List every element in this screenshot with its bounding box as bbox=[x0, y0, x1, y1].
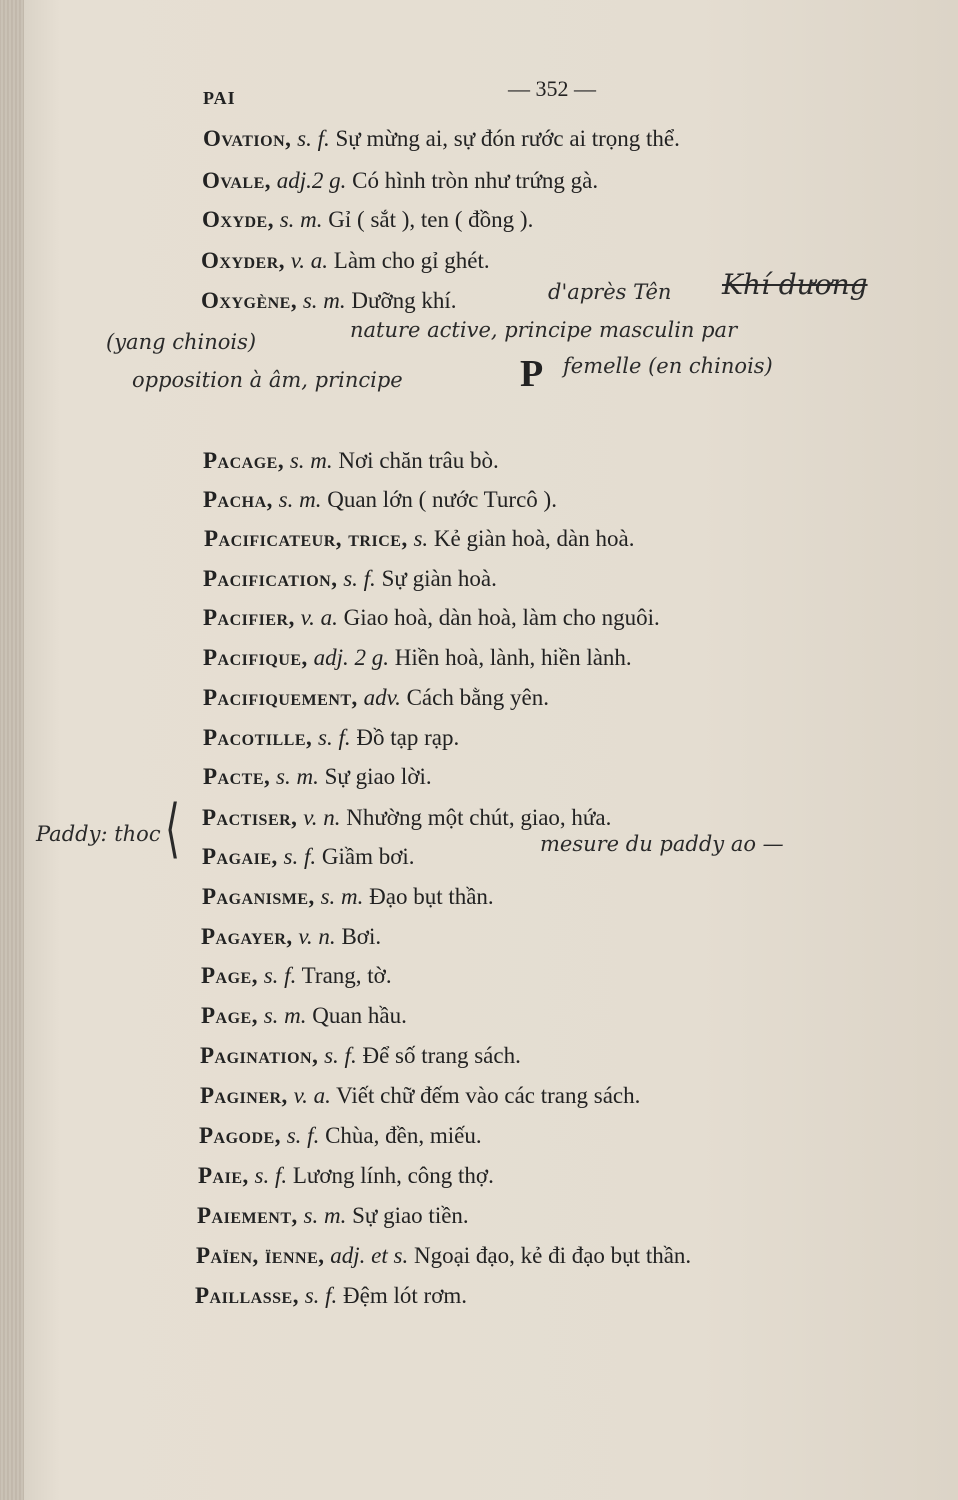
entry-headword: Ovation, bbox=[203, 126, 292, 151]
handwritten-note: mesure du paddy ao — bbox=[540, 832, 784, 856]
entry-definition: Trang, tờ. bbox=[301, 963, 392, 988]
entry-grammar: s. m. bbox=[279, 207, 323, 232]
entry-definition: Gỉ ( sắt ), ten ( đồng ). bbox=[328, 207, 534, 232]
entry-definition: Viết chữ đếm vào các trang sách. bbox=[336, 1083, 641, 1108]
entry-definition: Dưỡng khí. bbox=[351, 288, 457, 313]
entry-definition: Nơi chăn trâu bò. bbox=[338, 448, 499, 473]
entry-headword: Pacifiquement, bbox=[203, 685, 358, 710]
entry-grammar: s. m. bbox=[263, 1003, 307, 1028]
dictionary-entry bbox=[195, 1281, 467, 1311]
entry-definition: Kẻ giàn hoà, dàn hoà. bbox=[433, 526, 635, 551]
handwritten-note: (yang chinois) bbox=[106, 330, 257, 354]
book-gutter bbox=[0, 0, 24, 1500]
entry-grammar: v. a. bbox=[290, 248, 329, 273]
entry-headword: Oxygène, bbox=[201, 288, 298, 313]
entry-definition: Đạo bụt thần. bbox=[369, 884, 494, 909]
page-header bbox=[0, 68, 958, 108]
entry-headword: Pagode, bbox=[199, 1123, 281, 1148]
handwritten-note: d'après Tên bbox=[548, 280, 672, 304]
entry-headword: Pacha, bbox=[203, 487, 273, 512]
entry-grammar: s. m. bbox=[289, 448, 333, 473]
entry-definition: Sự giàn hoà. bbox=[381, 566, 497, 591]
dictionary-entry bbox=[202, 205, 533, 235]
entry-headword: Pacte, bbox=[203, 764, 271, 789]
dictionary-entry bbox=[197, 1201, 469, 1231]
entry-grammar: s. f. bbox=[304, 1283, 338, 1308]
dictionary-entry bbox=[203, 564, 497, 594]
dictionary-entry bbox=[198, 1161, 494, 1191]
entry-definition: Cách bằng yên. bbox=[406, 685, 550, 710]
dictionary-entry bbox=[201, 286, 457, 316]
entry-definition: Quan hầu. bbox=[312, 1003, 407, 1028]
dictionary-entry bbox=[201, 1001, 407, 1031]
entry-grammar: s. bbox=[413, 526, 429, 551]
dictionary-entry bbox=[203, 124, 680, 154]
dictionary-entry bbox=[203, 762, 432, 792]
entry-grammar: adj. et s. bbox=[330, 1243, 409, 1268]
entry-headword: Pacotille, bbox=[203, 725, 313, 750]
entry-definition: Làm cho gỉ ghét. bbox=[333, 248, 490, 273]
entry-headword: Ovale, bbox=[202, 168, 272, 193]
dictionary-entry bbox=[201, 246, 490, 276]
entry-headword: Oxyde, bbox=[202, 207, 274, 232]
entry-grammar: v. n. bbox=[298, 924, 336, 949]
handwritten-note: nature active, principe masculin par bbox=[350, 318, 738, 342]
entry-headword: Page, bbox=[201, 1003, 258, 1028]
dictionary-entry bbox=[196, 1241, 691, 1271]
entry-grammar: s. f. bbox=[324, 1043, 357, 1068]
entry-grammar: s. m. bbox=[320, 884, 364, 909]
dictionary-entry bbox=[202, 803, 611, 833]
dictionary-entry bbox=[202, 166, 598, 196]
entry-definition: Ngoại đạo, kẻ đi đạo bụt thần. bbox=[413, 1243, 692, 1268]
entry-headword: Pacifier, bbox=[203, 605, 295, 630]
handwritten-brace: ⟨ bbox=[164, 792, 180, 866]
entry-definition: Sự giao lời. bbox=[324, 764, 432, 789]
entry-definition: Sự giao tiền. bbox=[352, 1203, 469, 1228]
dictionary-entry bbox=[203, 603, 660, 633]
handwritten-khi-duong: Khí dương bbox=[722, 268, 868, 301]
handwritten-margin-note: Paddy: thoc bbox=[36, 822, 161, 846]
entry-grammar: s. m. bbox=[278, 487, 322, 512]
dictionary-entry bbox=[201, 961, 392, 991]
entry-grammar: s. f. bbox=[286, 1123, 320, 1148]
entry-grammar: v. n. bbox=[303, 805, 341, 830]
entry-headword: Pactiser, bbox=[202, 805, 298, 830]
entry-definition: Đồ tạp rạp. bbox=[356, 725, 460, 750]
entry-definition: Giầm bơi. bbox=[321, 844, 415, 869]
entry-headword: Païen, ïenne, bbox=[196, 1243, 325, 1268]
dictionary-entry bbox=[201, 922, 381, 952]
entry-definition: Bơi. bbox=[341, 924, 382, 949]
entry-definition: Lương lính, công thợ. bbox=[292, 1163, 494, 1188]
entry-grammar: s. f. bbox=[297, 126, 330, 151]
entry-grammar: adv. bbox=[363, 685, 401, 710]
entry-headword: Pagaie, bbox=[202, 844, 278, 869]
entry-definition: Quan lớn ( nước Turcô ). bbox=[327, 487, 557, 512]
dictionary-entry bbox=[203, 485, 557, 515]
entry-grammar: s. f. bbox=[343, 566, 376, 591]
entry-definition: Để số trang sách. bbox=[362, 1043, 521, 1068]
dictionary-entry bbox=[199, 1121, 482, 1151]
entry-headword: Pagayer, bbox=[201, 924, 293, 949]
dictionary-entry bbox=[202, 842, 415, 872]
entry-headword: Pacification, bbox=[203, 566, 338, 591]
entry-grammar: adj.2 g. bbox=[276, 168, 347, 193]
entry-headword: Paganisme, bbox=[202, 884, 315, 909]
entry-grammar: s. f. bbox=[263, 963, 297, 988]
dictionary-entry bbox=[203, 643, 632, 673]
dictionary-entry bbox=[204, 524, 634, 554]
dictionary-entry bbox=[203, 683, 549, 713]
dictionary-entry bbox=[202, 882, 494, 912]
entry-definition: Hiền hoà, lành, hiền lành. bbox=[394, 645, 632, 670]
entry-headword: Oxyder, bbox=[201, 248, 286, 273]
entry-headword: Paginer, bbox=[200, 1083, 288, 1108]
entry-definition: Chùa, đền, miếu. bbox=[325, 1123, 482, 1148]
entry-grammar: s. m. bbox=[276, 764, 319, 789]
entry-grammar: s. f. bbox=[283, 844, 317, 869]
entry-grammar: s. f. bbox=[254, 1163, 288, 1188]
entry-headword: Pacage, bbox=[203, 448, 285, 473]
handwritten-p: P bbox=[520, 353, 544, 395]
dictionary-entry bbox=[203, 723, 459, 753]
entry-headword: Page, bbox=[201, 963, 258, 988]
dictionary-entry bbox=[203, 446, 499, 476]
entry-grammar: v. a. bbox=[293, 1083, 331, 1108]
entry-grammar: s. m. bbox=[303, 1203, 347, 1228]
entry-definition: Có hình tròn như trứng gà. bbox=[352, 168, 599, 193]
dictionary-entry bbox=[200, 1081, 640, 1111]
entry-headword: Paie, bbox=[198, 1163, 249, 1188]
entry-definition: Giao hoà, dàn hoà, làm cho nguôi. bbox=[343, 605, 660, 630]
entry-headword: Pacifique, bbox=[203, 645, 308, 670]
entry-grammar: s. m. bbox=[302, 288, 346, 313]
entry-headword: Paillasse, bbox=[195, 1283, 299, 1308]
entry-grammar: v. a. bbox=[300, 605, 338, 630]
entry-headword: Paiement, bbox=[197, 1203, 298, 1228]
entry-definition: Sự mừng ai, sự đón rước ai trọng thể. bbox=[335, 126, 680, 151]
dictionary-entry bbox=[200, 1041, 521, 1071]
entry-headword: Pacificateur, trice, bbox=[204, 526, 408, 551]
entry-headword: Pagination, bbox=[200, 1043, 319, 1068]
handwritten-note: femelle (en chinois) bbox=[563, 354, 773, 378]
running-head: PAI bbox=[203, 88, 236, 108]
entry-definition: Nhường một chút, giao, hứa. bbox=[346, 805, 612, 830]
handwritten-note: opposition à âm, principe bbox=[132, 368, 403, 392]
entry-grammar: s. f. bbox=[318, 725, 351, 750]
entry-definition: Đệm lót rơm. bbox=[343, 1283, 467, 1308]
page-number: — 352 — bbox=[508, 76, 596, 101]
entry-grammar: adj. 2 g. bbox=[313, 645, 389, 670]
